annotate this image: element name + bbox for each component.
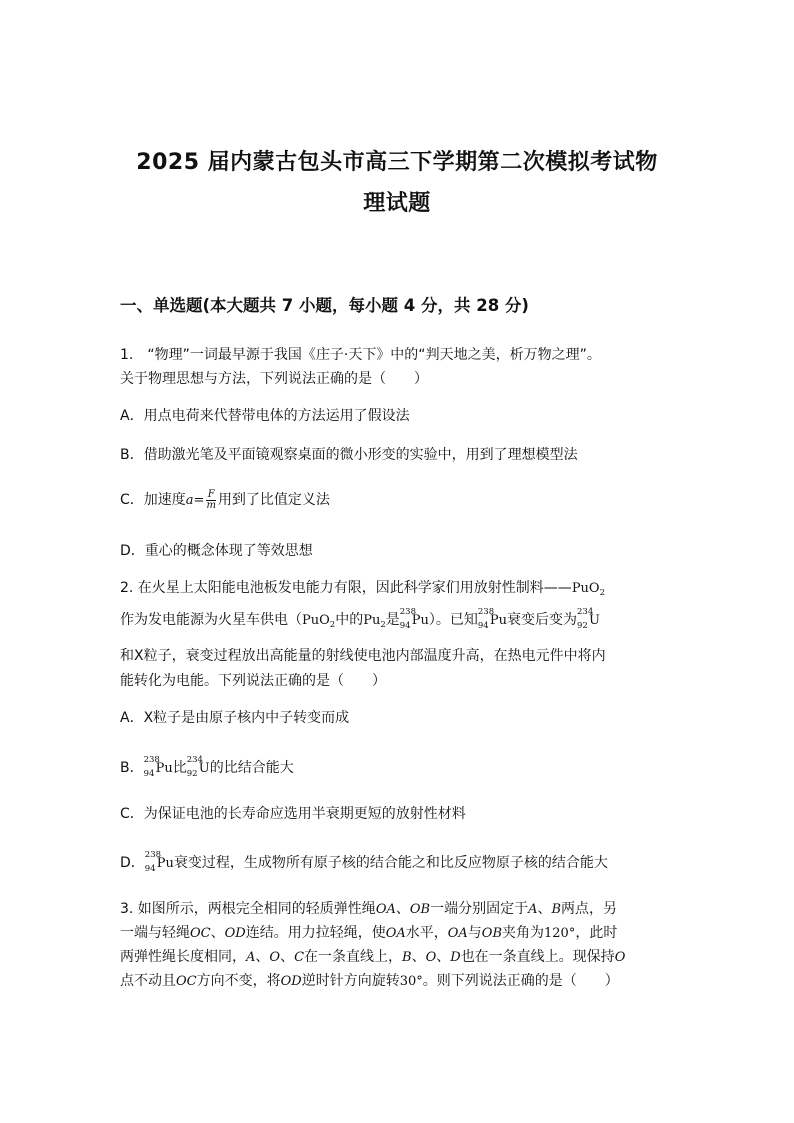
formula-pu-text: Pu [363, 613, 381, 628]
formula-subscript: 2 [380, 620, 386, 630]
q2-stem-line-1-text: 2. 在火星上太阳能电池板发电能力有限，因此科学家们用放射性制料—— [120, 580, 572, 596]
q2-stem-line-1 [120, 577, 605, 598]
mass-number: 234 [577, 607, 594, 617]
q2-option-d-prefix: D． [120, 855, 145, 871]
separator: 、 [280, 949, 295, 965]
q3-text: 连结。用力拉轻绳，使 [245, 925, 386, 941]
var-ob: OB [481, 926, 503, 941]
q3-text: ，此时 [575, 925, 618, 941]
q3-text: 一端与轻绳 [120, 925, 190, 941]
var-a: A [246, 950, 256, 965]
formula-pu2 [363, 613, 386, 628]
atomic-number: 94 [399, 621, 411, 631]
q3-stem-line-1 [120, 898, 617, 918]
formula-puo2 [572, 581, 605, 596]
formula-puo2-text: PuO [302, 613, 330, 628]
nuclide-pu238 [144, 850, 174, 874]
q3-text: 在一条直线上， [304, 949, 403, 965]
q2-stem-text: ）。已知 [428, 612, 478, 628]
q3-text: 夹角为 [502, 925, 545, 941]
q2-option-c: C．为保证电池的长寿命应选用半衰期更短的放射性材料 [120, 806, 466, 822]
q2-option-d-suffix: 衰变过程，生成物所有原子核的结合能之和比反应物原子核的结合能大 [173, 855, 608, 871]
q3-text: 水平， [405, 925, 448, 941]
nuclide-u234 [186, 755, 210, 779]
q2-option-b-mid: 比 [172, 760, 187, 776]
separator: 、 [255, 949, 270, 965]
formula-subscript: 2 [329, 620, 336, 630]
q3-text: 与 [467, 925, 482, 941]
q1-option-c-prefix: C．加速度 [120, 492, 186, 508]
element-symbol: U [198, 761, 210, 776]
q1-option-b: B．借助激光笔及平面镜观察桌面的微小形变的实验中，用到了理想模型法 [120, 447, 578, 463]
angle-30: 30° [399, 974, 423, 989]
separator: 、 [395, 901, 410, 917]
formula-puo2 [302, 613, 335, 628]
q3-text: 两点，另 [561, 901, 618, 917]
nuclide-pu238 [477, 607, 507, 631]
mass-number: 238 [477, 607, 495, 617]
q1-option-c [120, 489, 330, 511]
q2-stem-text: 是 [385, 612, 400, 628]
q3-stem-line-4 [120, 970, 619, 990]
nuclide-pu238 [143, 755, 173, 779]
mass-number: 234 [186, 755, 203, 765]
q1-option-a: A．用点电荷来代替带电体的方法运用了假设法 [120, 408, 410, 424]
element-symbol: Pu [489, 613, 507, 628]
q3-text: 方向不变，将 [196, 973, 281, 989]
nuclide-pu238 [399, 607, 429, 631]
angle-120: 120° [544, 926, 576, 941]
nuclide-u234 [577, 607, 600, 631]
var-oa: OA [447, 926, 468, 941]
mass-number: 238 [143, 755, 160, 765]
var-oa: OA [385, 926, 406, 941]
fraction-denominator: m [206, 499, 216, 511]
formula-fraction [206, 490, 215, 511]
atomic-number: 92 [577, 621, 588, 631]
var-o: O [425, 950, 437, 965]
var-o: O [614, 950, 626, 965]
separator: 、 [436, 949, 451, 965]
separator: 、 [210, 925, 225, 941]
var-ob: OB [409, 902, 431, 917]
element-symbol: Pu [155, 761, 173, 776]
formula-a: a [185, 493, 194, 508]
q2-stem-text: 中的 [335, 612, 364, 628]
separator: 、 [411, 949, 426, 965]
q3-text: 3. 如图所示，两根完全相同的轻质弹性绳 [120, 901, 376, 917]
mass-number: 238 [399, 607, 416, 617]
var-a: A [528, 902, 538, 917]
q3-text: 。则下列说法正确的是（ ） [422, 973, 619, 989]
q3-text: 也在一条直线上。现保持 [460, 949, 615, 965]
q1-option-d: D．重心的概念体现了等效思想 [120, 543, 313, 559]
q2-stem-text: 作为发电能源为火星车供电（ [120, 612, 302, 628]
var-b: B [551, 902, 562, 917]
element-symbol: Pu [411, 613, 429, 628]
fraction-numerator: F [207, 488, 215, 500]
q2-option-b-prefix: B． [120, 760, 144, 776]
document-title-line-2: 理试题 [363, 191, 431, 216]
q2-stem-text: 衰变后变为 [507, 612, 577, 628]
q3-text: 一端分别固定于 [430, 901, 529, 917]
var-b: B [402, 950, 412, 965]
q2-option-b [120, 757, 294, 777]
formula-puo2-text: PuO [571, 581, 600, 596]
q2-stem-line-2 [120, 609, 600, 630]
q2-option-a: A．X粒子是由原子核内中子转变而成 [120, 710, 350, 726]
mass-number: 238 [144, 850, 162, 860]
q1-option-c-suffix: 用到了比值定义法 [217, 492, 330, 508]
q2-option-b-suffix: 的比结合能大 [209, 760, 294, 776]
q1-stem-line-2: 关于物理思想与方法，下列说法正确的是（ ） [120, 371, 428, 387]
var-od: OD [224, 926, 246, 941]
var-c: C [294, 950, 305, 965]
element-symbol: U [589, 613, 600, 628]
var-oa: OA [375, 902, 396, 917]
atomic-number: 92 [186, 769, 198, 779]
q3-stem-line-3 [120, 946, 625, 966]
q3-text: 逆时针方向旋转 [301, 973, 400, 989]
q2-option-d [120, 852, 608, 872]
q2-stem-line-3: 和X粒子，衰变过程放出高能量的射线使电池内部温度升高，在热电元件中将内 [120, 648, 606, 664]
document-title-line-1: 2025 届内蒙古包头市高三下学期第二次模拟考试物 [136, 150, 658, 175]
q2-stem-line-4: 能转化为电能。下列说法正确的是（ ） [120, 673, 386, 689]
section-heading: 一、单选题(本大题共 7 小题，每小题 4 分，共 28 分) [120, 296, 529, 315]
q3-text: 两弹性绳长度相同， [120, 949, 246, 965]
var-od: OD [280, 974, 302, 989]
formula-subscript: 2 [599, 588, 606, 598]
q3-text: 点不动且 [120, 973, 176, 989]
atomic-number: 94 [477, 621, 489, 631]
separator: 、 [537, 901, 552, 917]
var-oc: OC [176, 974, 197, 989]
atomic-number: 94 [144, 864, 156, 874]
var-o: O [269, 950, 281, 965]
var-oc: OC [190, 926, 211, 941]
atomic-number: 94 [143, 769, 155, 779]
element-symbol: Pu [156, 856, 174, 871]
formula-equals: = [193, 493, 205, 508]
var-d: D [450, 950, 461, 965]
q1-stem-line-1: 1. “物理”一词最早源于我国《庄子·天下》中的“判天地之美，析万物之理”。 [120, 347, 601, 363]
q3-stem-line-2 [120, 922, 617, 942]
